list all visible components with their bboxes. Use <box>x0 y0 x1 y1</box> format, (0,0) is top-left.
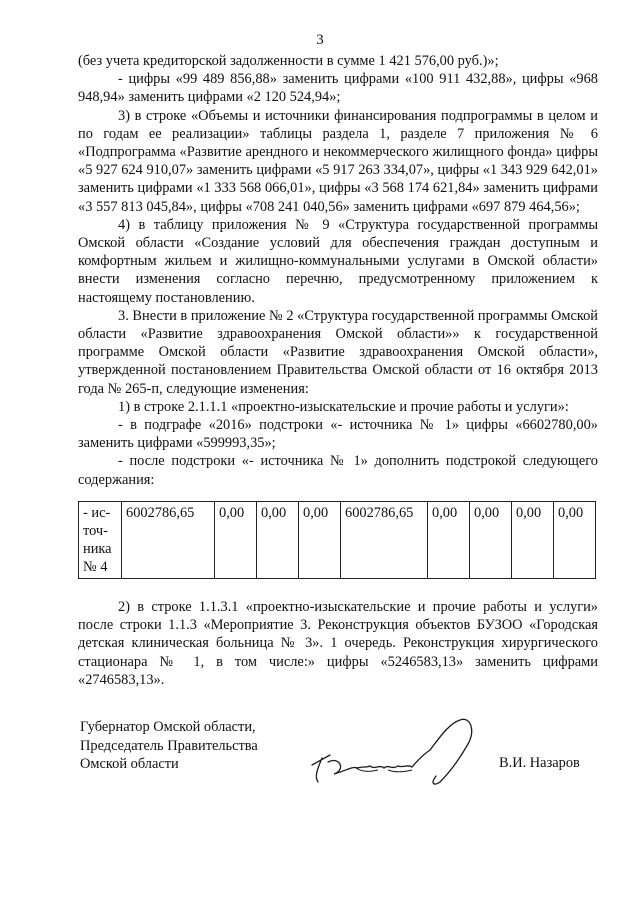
table-cell: 6002786,65 <box>341 502 428 579</box>
table-cell: 0,00 <box>215 502 257 579</box>
paragraph-4: 4) в таблицу приложения № 9 «Структура государственной программы Омской области «Создание условий для обеспечения граждан доступным и комфортным жильем и жилищно-коммунальными услугами в Омской области» внести изменения согласно перечню, предусмотренному приложением к настоящему постановлению. <box>78 216 598 306</box>
signatory-title-line: Председатель Правительства <box>80 737 258 754</box>
handwritten-signature <box>300 710 490 795</box>
signatory-title <box>80 718 258 774</box>
signatory-title-line: Губернатор Омской области, <box>80 719 256 735</box>
table-cell: 0,00 <box>512 502 554 579</box>
page-number: 3 <box>316 32 324 48</box>
table-cell: 0,00 <box>257 502 299 579</box>
table-cell: 0,00 <box>299 502 341 579</box>
paragraph-2: - цифры «99 489 856,88» заменить цифрами «100 911 432,88», цифры «968 948,94» заменить цифрами «2 120 524,94»; <box>78 71 598 106</box>
table-row <box>79 502 596 579</box>
body-text <box>78 52 598 489</box>
paragraph-3: 3) в строке «Объемы и источники финансирования подпрограммы в целом и по годам ее реализации» таблицы раздела 1, разделе 7 приложения № 6 «Подпрограмма «Развитие арендного и некоммерческого жилищного фонда» цифры «5 927 624 910,07» заменить цифрами «5 917 263 334,07», цифры «1 343 929 642,01» заменить цифрами «1 333 568 066,01», цифры «3 568 174 621,84» заменить цифрами «3 557 813 045,84», цифры «708 241 040,56» заменить цифрами «697 879 464,56»; <box>78 107 598 215</box>
body-text-after-table <box>78 598 598 689</box>
table-cell: 0,00 <box>554 502 596 579</box>
paragraph-7: - в подграфе «2016» подстроки «- источника № 1» цифры «6602780,00» заменить цифрами «599993,35»; <box>78 417 598 452</box>
table-cell: 0,00 <box>470 502 512 579</box>
paragraph-after-table: 2) в строке 1.1.3.1 «проектно-изыскательские и прочие работы и услуги» после строки 1.1.3 «Мероприятие 3. Реконструкция объектов БУЗОО «Городская детская клиническая больница № 3». 1 очередь. Реконструкция хирургического стационара № 1, в том числе:» цифры «5246583,13» заменить цифрами «2746583,13». <box>78 599 598 688</box>
table-cell: 6002786,65 <box>122 502 215 579</box>
signatory-name: В.И. Назаров <box>499 755 580 771</box>
table-cell: 0,00 <box>428 502 470 579</box>
signatory-title-line: Омской области <box>80 756 179 772</box>
amendment-table <box>78 501 596 579</box>
paragraph-1: (без учета кредиторской задолженности в сумме 1 421 576,00 руб.)»; <box>78 53 499 69</box>
paragraph-5: 3. Внести в приложение № 2 «Структура государственной программы Омской области «Развитие здравоохранения Омской области»» к государственной программе Омской области «Развитие здравоохранения Омской области», утвержденной постановлением Правительства Омской области от 16 октября 2013 года № 265-п, следующие изменения: <box>78 307 598 397</box>
paragraph-6: 1) в строке 2.1.1.1 «проектно-изыскательские и прочие работы и услуги»: <box>118 398 569 415</box>
table-cell: - ис-точ-ника № 4 <box>79 502 122 579</box>
paragraph-8: - после подстроки «- источника № 1» дополнить подстрокой следующего содержания: <box>78 453 598 488</box>
